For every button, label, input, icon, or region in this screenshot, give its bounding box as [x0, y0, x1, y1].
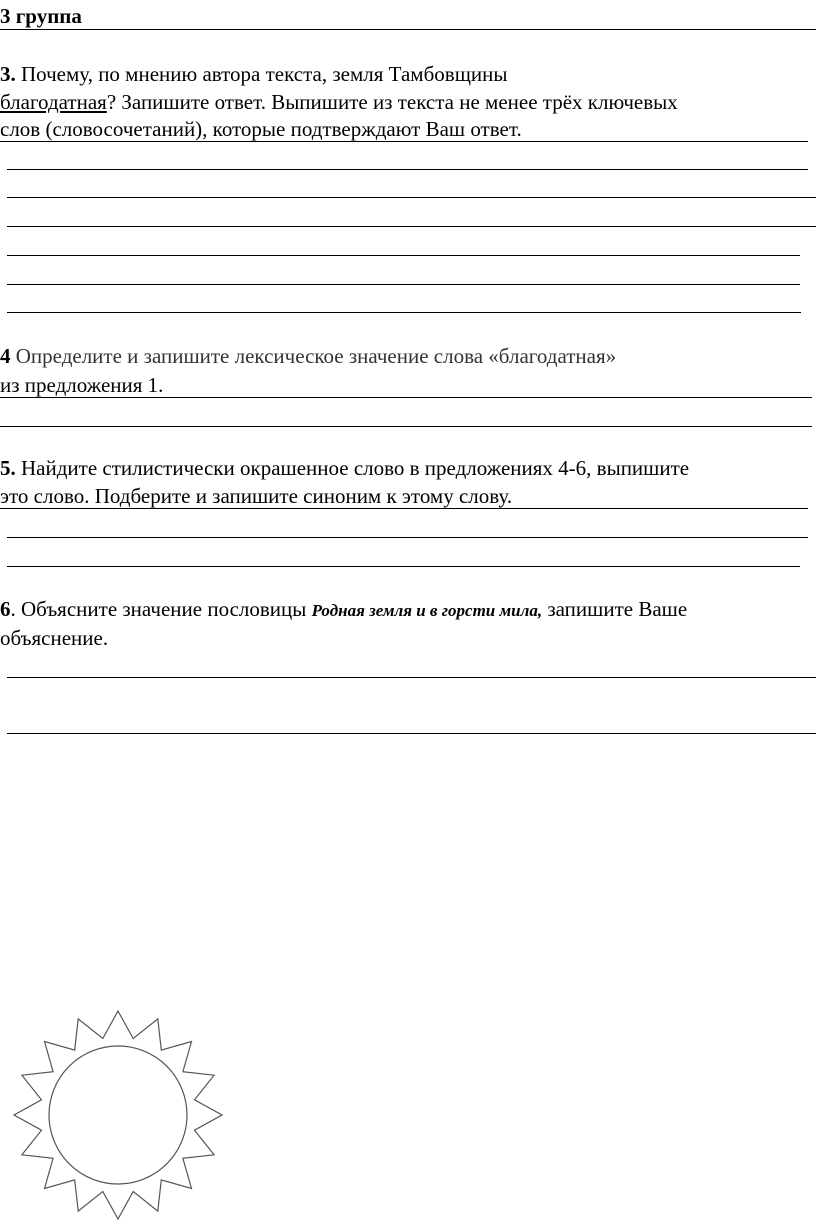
q4-answer-line[interactable]	[0, 426, 812, 427]
q6-answer-line[interactable]	[7, 733, 816, 734]
q4-answer-line[interactable]	[0, 397, 812, 398]
q3-answer-line[interactable]	[7, 284, 800, 285]
q3-answer-line[interactable]	[0, 141, 808, 142]
q6-line1: 6. Объясните значение пословицы Родная земля и в горсти мила, запишите Ваше	[0, 597, 688, 621]
q4-line1: 4 Определите и запишите лексическое значение слова «благодатная»	[0, 344, 617, 368]
q3-line1	[0, 61, 507, 87]
q3-answer-line[interactable]	[7, 197, 816, 198]
q5-answer-line[interactable]	[7, 537, 808, 538]
q3-line3: слов (словосочетаний), которые подтверждают Ваш ответ.	[0, 117, 522, 141]
q5-line1: 5. Найдите стилистически окрашенное слово в предложениях 4-6, выпишите	[0, 456, 690, 480]
q3-number: 3.	[0, 62, 16, 86]
q3-answer-line[interactable]	[7, 226, 816, 227]
q3-answer-line[interactable]	[7, 169, 808, 170]
q6-answer-line[interactable]	[7, 677, 816, 678]
q3-line2	[0, 89, 678, 115]
proverb: Родная земля и в горсти мила,	[311, 601, 543, 620]
q5-number: 5.	[0, 456, 16, 480]
heading-rule	[0, 29, 816, 30]
q3-text-2: ? Запишите ответ. Выпишите из текста не менее трёх ключевых	[106, 90, 678, 114]
q4-number: 4	[0, 344, 11, 368]
q3-keyword: благодатная	[0, 90, 107, 114]
q3-text-1: Почему, по мнению автора текста, земля Тамбовщины	[15, 62, 508, 86]
q6-line2: объяснение.	[0, 626, 109, 650]
q5-line2: это слово. Подберите и запишите синоним к этому слову.	[0, 484, 513, 508]
page-heading: 3 группа	[0, 4, 82, 28]
q3-answer-line[interactable]	[7, 255, 800, 256]
q3-answer-line[interactable]	[7, 312, 801, 313]
q6-number: 6	[0, 597, 11, 621]
sun-icon	[0, 1005, 260, 1224]
q5-answer-line[interactable]	[0, 508, 808, 509]
sun-disc	[49, 1046, 187, 1184]
sun-rays	[14, 1011, 222, 1219]
q5-answer-line[interactable]	[7, 566, 800, 567]
q4-line2: из предложения 1.	[0, 373, 164, 397]
